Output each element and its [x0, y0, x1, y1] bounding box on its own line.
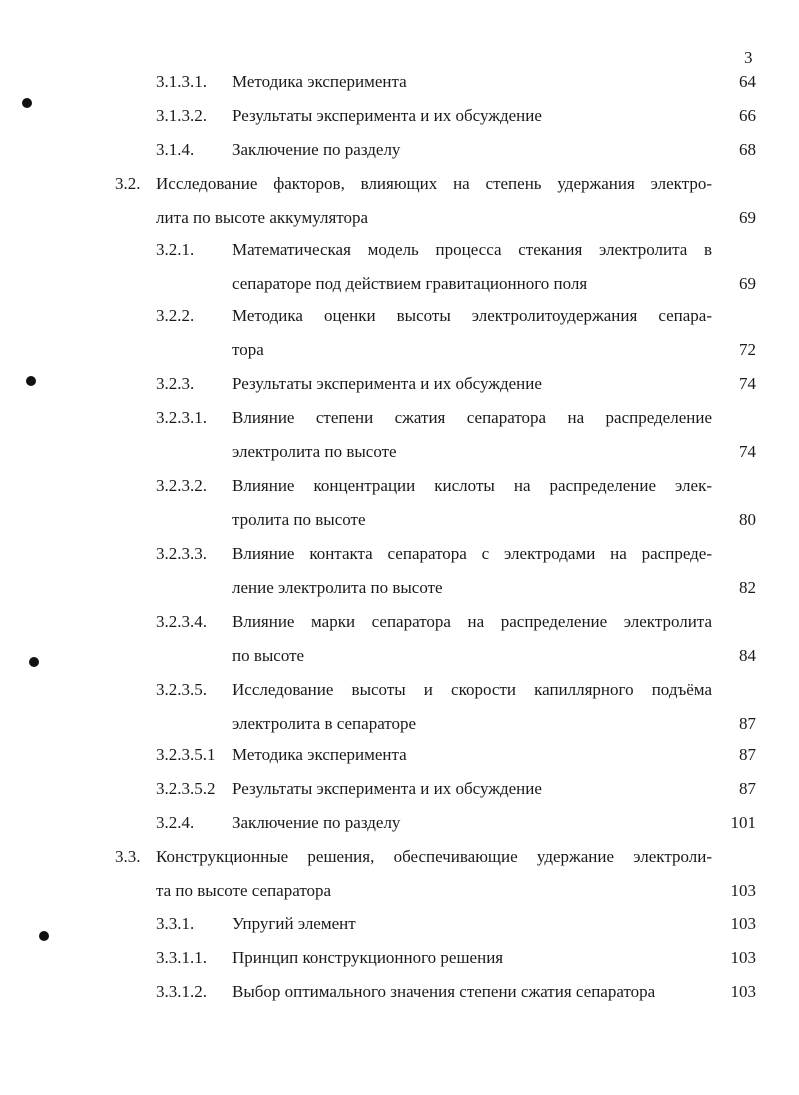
toc-entry-title-line: Методика эксперимента — [232, 745, 407, 764]
toc-entry-title-line: ление электролита по высоте — [232, 578, 443, 597]
toc-entry-title-line: Методика эксперимента — [232, 72, 407, 91]
toc-entry-title-line: Методика оценки высоты электролитоудержания сепара- — [232, 306, 712, 325]
toc-entry-title-line: Исследование факторов, влияющих на степень удержания электро- — [156, 174, 712, 193]
toc-entry-title-line: лита по высоте аккумулятора — [156, 208, 369, 227]
toc-entry-title-line: Принцип конструкционного решения — [232, 948, 504, 967]
toc-entry-page: 103 — [730, 982, 756, 1001]
toc-entry-number: 3.3.1.1. — [156, 948, 207, 967]
toc-entry-page: 101 — [730, 813, 756, 832]
toc-entry-page: 68 — [739, 140, 756, 159]
toc-entry-number: 3.3. — [115, 847, 141, 866]
punch-hole-dot — [22, 98, 32, 108]
toc-entry-number: 3.3.1.2. — [156, 982, 207, 1001]
toc-entry-number: 3.1.3.2. — [156, 106, 207, 125]
toc-entry-title-line: Конструкционные решения, обеспечивающие удержание электроли- — [156, 847, 712, 866]
toc-entry-title-line: тролита по высоте — [232, 510, 366, 529]
toc-entry-page: 74 — [739, 442, 756, 461]
toc-entry-number: 3.2.3. — [156, 374, 195, 393]
toc-entry-number: 3.2. — [115, 174, 141, 193]
toc-entry-page: 69 — [739, 274, 756, 293]
toc-entry-number: 3.2.3.5. — [156, 680, 207, 699]
punch-hole-dot — [26, 376, 36, 386]
toc-entry-number: 3.2.4. — [156, 813, 195, 832]
toc-entry-number: 3.1.4. — [156, 140, 195, 159]
toc-entry-number: 3.3.1. — [156, 914, 195, 933]
toc-entry-title-line: Упругий элемент — [232, 914, 356, 933]
toc-entry-page: 87 — [739, 745, 756, 764]
toc-entry-page: 72 — [739, 340, 756, 359]
toc-entry-title-line: Заключение по разделу — [232, 813, 401, 832]
toc-entry-page: 64 — [739, 72, 756, 91]
toc-entry-title-line: по высоте — [232, 646, 305, 665]
toc-entry-page: 69 — [739, 208, 756, 227]
toc-entry-page: 87 — [739, 779, 756, 798]
toc-entry-number: 3.2.3.2. — [156, 476, 207, 495]
toc-entry-title-line: Заключение по разделу — [232, 140, 401, 159]
toc-entry-title-line: Математическая модель процесса стекания электролита в — [232, 240, 712, 259]
toc-entry-number: 3.2.1. — [156, 240, 195, 259]
toc-entry-title-line: Результаты эксперимента и их обсуждение — [232, 779, 542, 798]
punch-hole-dot — [29, 657, 39, 667]
toc-entry-title-line: та по высоте сепаратора — [156, 881, 332, 900]
toc-entry-title-line: сепараторе под действием гравитационного поля — [232, 274, 588, 293]
toc-entry-title-line: электролита в сепараторе — [232, 714, 417, 733]
toc-entry-number: 3.2.2. — [156, 306, 195, 325]
toc-entry-title-line: Результаты эксперимента и их обсуждение — [232, 106, 542, 125]
toc-entry-number: 3.2.3.1. — [156, 408, 207, 427]
toc-entry-title-line: электролита по высоте — [232, 442, 397, 461]
toc-entry-title-line: тора — [232, 340, 264, 359]
toc-entry-title-line: Влияние степени сжатия сепаратора на распределение — [232, 408, 712, 427]
toc-entry-title-line: Влияние контакта сепаратора с электродами на распреде- — [232, 544, 712, 563]
toc-entry-number: 3.2.3.5.2 — [156, 779, 216, 798]
toc-entry-page: 84 — [739, 646, 756, 665]
toc-entry-title-line: Выбор оптимального значения степени сжатия сепаратора — [232, 982, 656, 1001]
punch-hole-dot — [39, 931, 49, 941]
toc-entry-number: 3.2.3.3. — [156, 544, 207, 563]
toc-entry-title-line: Влияние марки сепаратора на распределение электролита — [232, 612, 712, 631]
toc-entry-page: 103 — [730, 881, 756, 900]
toc-entry-page: 66 — [739, 106, 756, 125]
toc-entry-page: 87 — [739, 714, 756, 733]
toc-entry-number: 3.2.3.4. — [156, 612, 207, 631]
toc-entry-page: 74 — [739, 374, 756, 393]
toc-entry-page: 103 — [730, 948, 756, 967]
toc-entry-title-line: Результаты эксперимента и их обсуждение — [232, 374, 542, 393]
toc-entry-page: 80 — [739, 510, 756, 529]
page-number: 3 — [744, 48, 753, 67]
toc-entry-number: 3.1.3.1. — [156, 72, 207, 91]
toc-entry-title-line: Исследование высоты и скорости капиллярного подъёма — [232, 680, 712, 699]
toc-entry-page: 82 — [739, 578, 756, 597]
toc-entry-page: 103 — [730, 914, 756, 933]
toc-entry-title-line: Влияние концентрации кислоты на распределение элек- — [232, 476, 712, 495]
toc-entry-number: 3.2.3.5.1 — [156, 745, 216, 764]
